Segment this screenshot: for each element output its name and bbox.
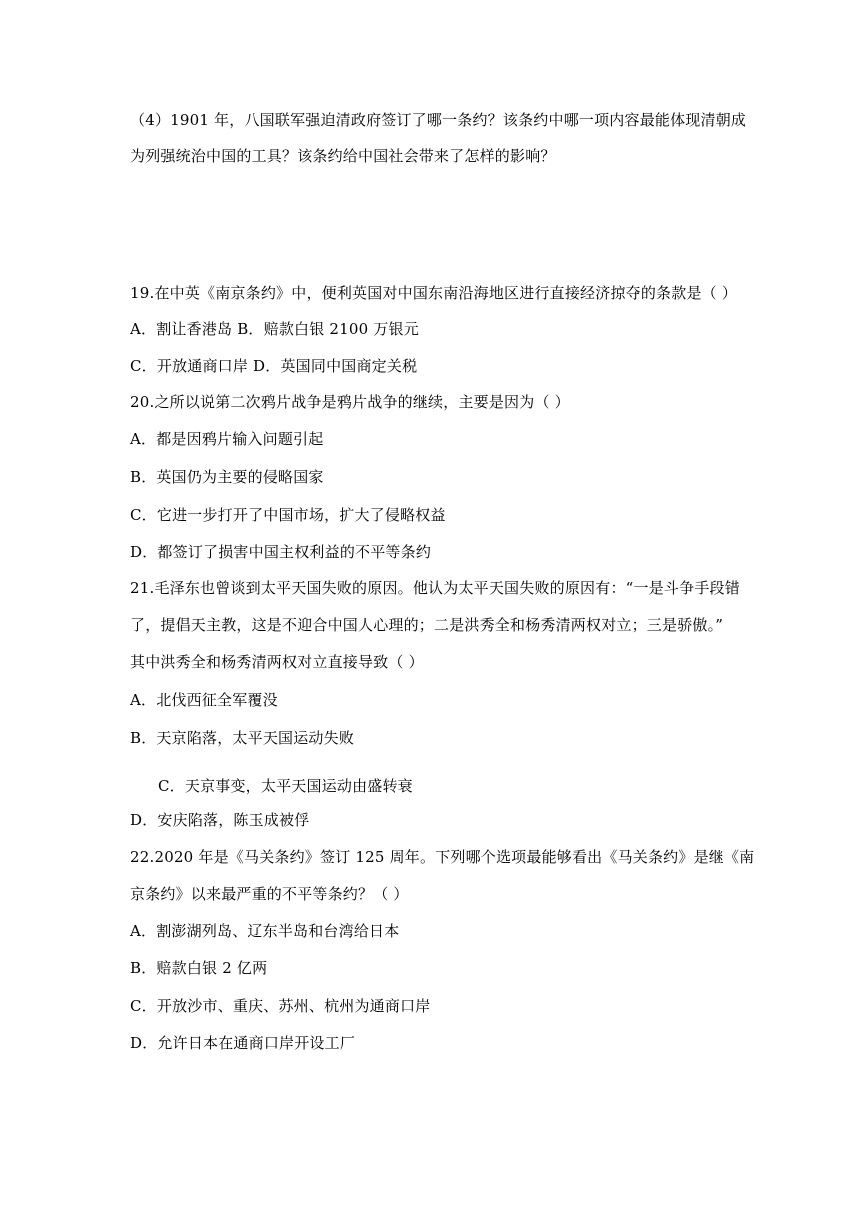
q20-option-d: D．都签订了损害中国主权利益的不平等条约 [130, 543, 432, 561]
q20-stem: 20.之所以说第二次鸦片战争是鸦片战争的继续，主要是因为（ ） [130, 393, 570, 411]
q18-part4-line-2: 为列强统治中国的工具？该条约给中国社会带来了怎样的影响？ [130, 147, 556, 165]
q20-option-a: A．都是因鸦片输入问题引起 [130, 430, 324, 448]
q22-stem-line-2: 京条约》以来最严重的不平等条约？（ ） [130, 885, 409, 903]
q21-option-c: C．天京事变，太平天国运动由盛转衰 [158, 777, 413, 795]
q19-stem: 19.在中英《南京条约》中，便利英国对中国东南沿海地区进行直接经济掠夺的条款是（ ） [130, 284, 738, 302]
q19-options-row-2: C．开放通商口岸 D．英国同中国商定关税 [130, 357, 418, 375]
q22-option-c: C．开放沙市、重庆、苏州、杭州为通商口岸 [130, 997, 431, 1015]
q21-option-d: D．安庆陷落，陈玉成被俘 [130, 811, 310, 829]
q22-option-b: B．赔款白银 2 亿两 [130, 959, 268, 977]
q21-option-a: A．北伐西征全军覆没 [130, 691, 278, 709]
q20-option-c: C．它进一步打开了中国市场，扩大了侵略权益 [130, 506, 446, 524]
q21-stem-line-1: 21.毛泽东也曾谈到太平天国失败的原因。他认为太平天国失败的原因有：“一是斗争手段错 [130, 579, 740, 597]
q20-option-b: B．英国仍为主要的侵略国家 [130, 468, 324, 486]
q18-part4-line-1: （4）1901 年，八国联军强迫清政府签订了哪一条约？该条约中哪一项内容最能体现清朝成 [130, 111, 747, 129]
q19-options-row-1: A．割让香港岛 B．赔款白银 2100 万银元 [130, 320, 419, 338]
q22-option-a: A．割澎湖列岛、辽东半岛和台湾给日本 [130, 922, 400, 940]
q22-option-d: D．允许日本在通商口岸开设工厂 [130, 1034, 356, 1052]
q21-stem-line-2: 了，提倡天主教，这是不迎合中国人心理的；二是洪秀全和杨秀清两权对立；三是骄傲。” [130, 616, 724, 634]
q21-option-b: B．天京陷落，太平天国运动失败 [130, 729, 355, 747]
q22-stem-line-1: 22.2020 年是《马关条约》签订 125 周年。下列哪个选项最能够看出《马关条约》是继《南 [130, 848, 755, 866]
q21-stem-line-3: 其中洪秀全和杨秀清两权对立直接导致（ ） [130, 653, 424, 671]
